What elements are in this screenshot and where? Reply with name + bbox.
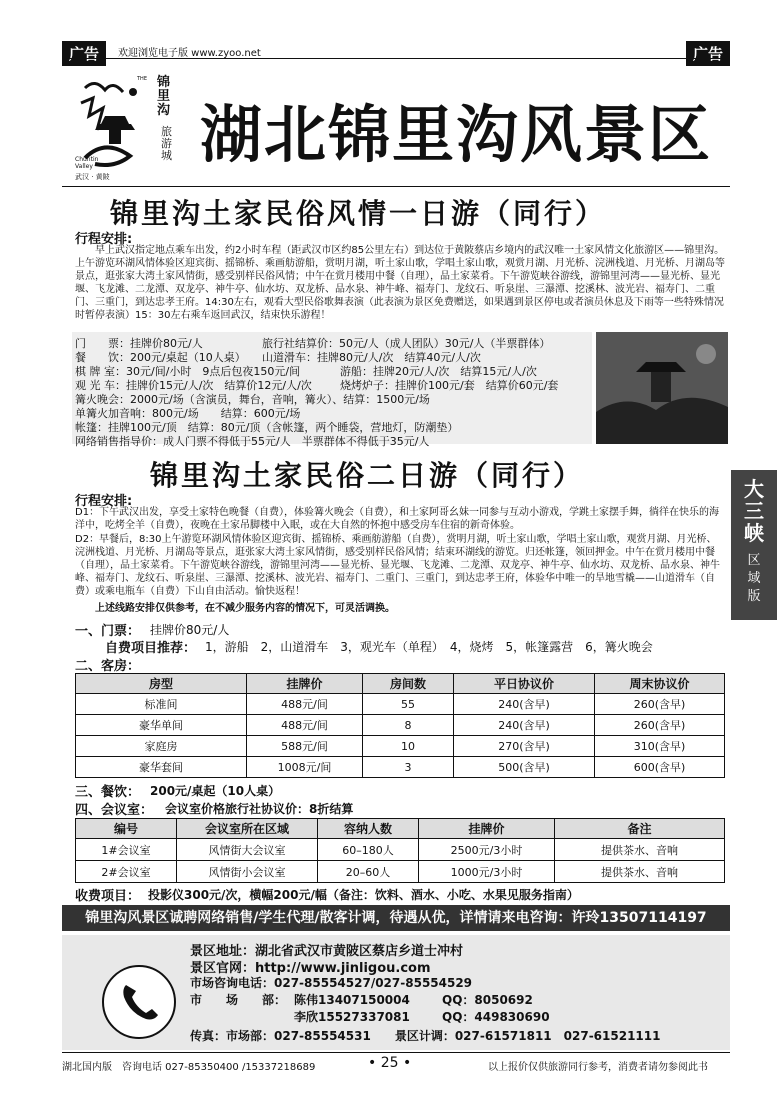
- table-cell: 588元/间: [247, 736, 363, 757]
- market-contact-2: 李欣15527337081: [294, 1010, 410, 1024]
- top-rule: [62, 58, 730, 59]
- s1-label: 一、门票：: [75, 624, 141, 639]
- table-cell: 488元/间: [247, 694, 363, 715]
- table-row: [76, 861, 725, 883]
- tour1-itinerary-label: 行程安排:: [75, 232, 133, 247]
- tour2-note: 上述线路安排仅供参考，在不减少服务内容的情况下，可灵活调换。: [95, 603, 395, 614]
- meeting-table: [75, 818, 725, 883]
- contact-fax: 传真：市场部：027-85554531 景区计调：027-61571811 027-61521111: [190, 1029, 661, 1043]
- self-paid-label: 自费项目推荐：: [105, 641, 197, 656]
- price-bonfire-audio: 单篝火加音响：800元/场 结算：600元/场: [75, 407, 301, 420]
- table-row: [76, 715, 725, 736]
- price-slide: 山道滑车：挂牌80元/人/次 结算40元/人/次: [262, 351, 481, 364]
- market-qq-1: QQ：8050692: [442, 993, 533, 1007]
- charges-label: 收费项目：: [75, 889, 141, 904]
- table-cell: 260(含早): [595, 715, 725, 736]
- rooms-col-count: 房间数: [363, 674, 454, 694]
- rooms-col-price: 挂牌价: [247, 674, 363, 694]
- table-cell: 270(含早): [454, 736, 595, 757]
- side-sub: 区域版: [747, 553, 761, 604]
- price-shuttle: 观 光 车：挂牌价15元/人/次 结算价12元/人/次: [75, 379, 312, 392]
- contact-box: [62, 935, 730, 1050]
- tour1-title: 锦里沟土家民俗风情一日游（同行）: [110, 197, 607, 230]
- market-contact-1: 陈伟13407150004: [294, 993, 410, 1007]
- price-chess: 棋 牌 室：30元/间/小时 9点后包夜150元/间: [75, 365, 301, 378]
- table-cell: 风情街大会议室: [177, 839, 318, 861]
- table-cell: 3: [363, 757, 454, 778]
- meeting-col-capacity: 容纳人数: [318, 819, 419, 839]
- ad-tag-right: 广告: [686, 41, 730, 66]
- table-cell: 1000元/3小时: [419, 861, 555, 883]
- contact-hotline: 市场咨询电话：027-85554527/027-85554529: [190, 976, 473, 990]
- table-cell: 1008元/间: [247, 757, 363, 778]
- table-cell: 2500元/3小时: [419, 839, 555, 861]
- table-row: [76, 736, 725, 757]
- table-cell: 豪华套间: [76, 757, 247, 778]
- table-cell: 20–60人: [318, 861, 419, 883]
- contact-website[interactable]: 景区官网：http://www.jinligou.com: [190, 961, 431, 976]
- page-number: • 25 •: [368, 1055, 412, 1071]
- s3-label: 三、餐饮：: [75, 785, 141, 800]
- table-cell: 260(含早): [595, 694, 725, 715]
- table-cell: 55: [363, 694, 454, 715]
- logo: [75, 68, 185, 183]
- rooms-col-weekend: 周末协议价: [595, 674, 725, 694]
- page-title: 湖北锦里沟风景区: [200, 98, 713, 171]
- price-tent: 帐篷：挂牌100元/顶 结算：80元/顶（含帐篷，两个睡袋，营地灯，防潮垫）: [75, 421, 459, 434]
- logo-seal: THE: [137, 76, 147, 82]
- price-boat: 游船：挂牌20元/人/次 结算15元/人/次: [340, 365, 537, 378]
- price-meal: 餐 饮：200元/桌起（10人桌）: [75, 351, 246, 364]
- meeting-col-price: 挂牌价: [419, 819, 555, 839]
- s4-value: 会议室价格旅行社协议价：8折结算: [165, 802, 354, 816]
- table-row: [76, 839, 725, 861]
- table-cell: 2#会议室: [76, 861, 177, 883]
- table-cell: 60–180人: [318, 839, 419, 861]
- meeting-col-area: 会议室所在区域: [177, 819, 318, 839]
- side-title: 大三峡: [744, 477, 764, 545]
- table-cell: 风情街小会议室: [177, 861, 318, 883]
- tour1-itinerary: 早上武汉指定地点乘车出发，约2小时车程（距武汉市区约85公里左右）到达位于黄陂蔡店乡境内的武汉唯一土家风情文化旅游区——锦里沟。上午游览环湖风情体验区迎宾街、摇锦桥、乘画舫游船，赏明月湖，听土家山歌，学唱土家山歌，观赏月湖、月光桥、浣洲栈道、月光桥、月湖岛等景点，逛张家大湾土家风情街，感受别样民俗风情；中午在赏月楼用中餐（自理），品土家菜肴。下午游览峡谷游线，游锦里河湾——显光桥、显光堰、飞龙滩、二龙潭、双龙亭、神牛亭、仙水坊、双龙桥、品水泉、神牛峰、福寿门、龙纹石、听泉崖、三瀑潭、挖溪林、波光岩、福寿门、二重门、三重门，到达忠孝王府。14:30左右，观看大型民俗歌舞表演（此表演为景区免费赠送，如果遇到景区停电或者演员休息及下雨等一些特殊情况时暂停表演）15：30左右乘车返回武汉，结束快乐游程！: [75, 245, 725, 321]
- tour2-day1: D1：下午武汉出发，享受土家特色晚餐（自费），体验篝火晚会（自费），和土家阿哥幺妹一同参与互动小游戏，学跳土家摆手舞，徜徉在快乐的海洋中，吃烤全羊（自费），夜晚在土家吊脚楼中入眠，或在大自然的怀抱中感受房车住宿的新奇体验。: [75, 507, 720, 531]
- table-row: [76, 694, 725, 715]
- recruit-banner: 锦里沟风景区诚聘网络销售/学生代理/散客计调，待遇从优，详情请来电咨询：许玲13507114197: [62, 905, 730, 931]
- tour2-day2: D2：早餐后，8:30上午游览环湖风情体验区迎宾街、摇锦桥、乘画舫游船（自费），赏明月湖，听土家山歌，学唱土家山歌，观赏月湖、月光桥、浣洲栈道、月光桥、月湖岛等景点，逛张家大湾土家风情街，感受别样民俗风情；结束环湖线的游览。归还帐篷，领回押金。中午在赏月楼用中餐（自理），品土家菜肴。下午游览峡谷游线，游锦里河湾——显光桥、显光堰、飞龙滩、二龙潭、双龙亭、神牛亭、仙水坊、双龙桥、品水泉、神牛峰、福寿门、龙纹石、听泉崖、三瀑潭、挖溪林、波光岩、福寿门、二重门、三重门，到达忠孝王府，体验华中唯一的旱地雪橇——山道滑车（自费）或乘电瓶车（自费）下山自由活动。愉快返程！: [75, 534, 720, 597]
- charges-value: 投影仪300元/次，横幅200元/幅（备注：饮料、酒水、小吃、水果见服务指南）: [148, 888, 579, 902]
- logo-english: Chuntin Valley: [75, 156, 99, 170]
- tour2-title: 锦里沟土家民俗二日游（同行）: [150, 459, 585, 492]
- footer-rule: [62, 1052, 730, 1053]
- welcome-text: 欢迎浏览电子版 www.zyoo.net: [118, 48, 261, 59]
- pavilion-photo-icon: [596, 332, 728, 444]
- rooms-header-row: [76, 674, 725, 694]
- logo-name: 锦里沟: [157, 75, 171, 118]
- self-paid-value: 1，游船 2，山道滑车 3，观光车（单程） 4，烧烤 5，帐篷露营 6，篝火晚会: [205, 640, 653, 654]
- region-side-tab: [731, 470, 777, 620]
- table-row: [76, 757, 725, 778]
- meeting-header-row: [76, 819, 725, 839]
- table-cell: 310(含早): [595, 736, 725, 757]
- table-cell: 488元/间: [247, 715, 363, 736]
- footer-right: 以上报价仅供旅游同行参考，消费者请勿参阅此书: [488, 1062, 708, 1073]
- table-cell: 240(含早): [454, 715, 595, 736]
- price-agency: 旅行社结算价：50元/人（成人团队）30元/人（半票群体）: [262, 337, 551, 350]
- rooms-col-type: 房型: [76, 674, 247, 694]
- price-online: 网络销售指导价：成人门票不得低于55元/人 半票群体不得低于35元/人: [75, 435, 430, 448]
- price-bonfire: 篝火晚会：2000元/场（含演员，舞台，音响，篝火）、结算：1500元/场: [75, 393, 430, 406]
- s1-value: 挂牌价80元/人: [150, 623, 230, 637]
- table-cell: 豪华单间: [76, 715, 247, 736]
- table-cell: 提供茶水、音响: [555, 839, 725, 861]
- s4-label: 四、会议室：: [75, 803, 154, 818]
- price-bbq: 烧烤炉子：挂牌价100元/套 结算价60元/套: [340, 379, 559, 392]
- rooms-col-weekday: 平日协议价: [454, 674, 595, 694]
- scenery-photo: [596, 332, 728, 444]
- rooms-table: [75, 673, 725, 778]
- meeting-col-note: 备注: [555, 819, 725, 839]
- contact-address: 景区地址：湖北省武汉市黄陂区蔡店乡道士冲村: [190, 944, 464, 959]
- market-qq-2: QQ：449830690: [442, 1010, 550, 1024]
- logo-location: 武汉 · 黄陂: [75, 173, 110, 181]
- s3-value: 200元/桌起（10人桌）: [150, 784, 281, 798]
- title-rule: [62, 186, 730, 187]
- tour2-itinerary-label: 行程安排:: [75, 494, 133, 509]
- table-cell: 8: [363, 715, 454, 736]
- logo-tagline: 旅游城: [161, 125, 172, 162]
- footer-left: 湖北国内版 咨询电话 027-85350400 /15337218689: [62, 1062, 316, 1073]
- market-label: 市 场 部：: [190, 993, 287, 1007]
- price-ticket: 门 票：挂牌价80元/人: [75, 337, 203, 350]
- table-cell: 10: [363, 736, 454, 757]
- meeting-col-id: 编号: [76, 819, 177, 839]
- ad-tag-left: 广告: [62, 41, 106, 66]
- table-cell: 500(含早): [454, 757, 595, 778]
- table-cell: 家庭房: [76, 736, 247, 757]
- s2-label: 二、客房：: [75, 659, 141, 674]
- table-cell: 标准间: [76, 694, 247, 715]
- table-cell: 600(含早): [595, 757, 725, 778]
- table-cell: 提供茶水、音响: [555, 861, 725, 883]
- table-cell: 240(含早): [454, 694, 595, 715]
- phone-icon: [102, 965, 176, 1039]
- table-cell: 1#会议室: [76, 839, 177, 861]
